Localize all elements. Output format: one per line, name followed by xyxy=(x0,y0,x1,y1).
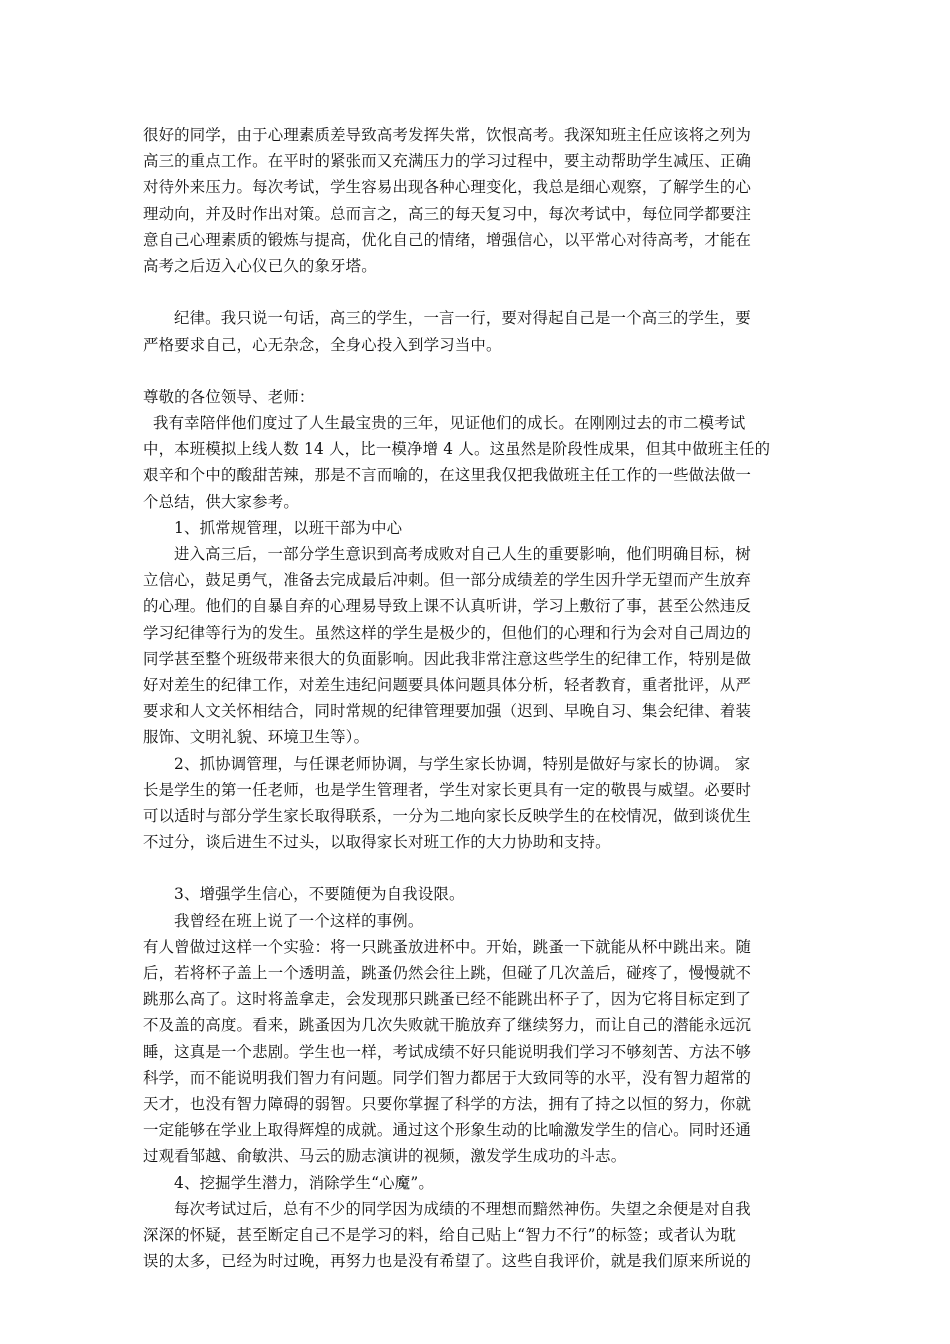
text-line: 要求和人文关怀相结合，同时常规的纪律管理要加强（迟到、早晚自习、集会纪律、着装 xyxy=(143,702,752,721)
text-line: 我曾经在班上说了一个这样的事例。 xyxy=(174,911,424,930)
text-line: 天才，也没有智力障碍的弱智。只要你掌握了科学的方法，拥有了持之以恒的努力，你就 xyxy=(143,1094,752,1113)
text-line: 一定能够在学业上取得辉煌的成就。通过这个形象生动的比喻激发学生的信心。同时还通 xyxy=(143,1121,752,1140)
text-line: 理动向，并及时作出对策。总而言之，高三的每天复习中，每次考试中，每位同学都要注 xyxy=(143,204,752,223)
text-line: 我有幸陪伴他们度过了人生最宝贵的三年，见证他们的成长。在刚刚过去的市二模考试 xyxy=(153,414,746,433)
text-line: 中，本班模拟上线人数 14 人，比一模净增 4 人。这虽然是阶段性成果，但其中做班主任的 xyxy=(143,440,771,459)
text-line: 可以适时与部分学生家长取得联系，一分为二地向家长反映学生的在校情况，做到谈优生 xyxy=(143,806,752,825)
paragraph-gap xyxy=(143,855,810,881)
text-line: 误的太多，已经为时过晚，再努力也是没有希望了。这些自我评价，就是我们原来所说的 xyxy=(143,1252,752,1271)
text-line: 1、抓常规管理，以班干部为中心 xyxy=(174,518,403,537)
text-line: 跳那么高了。这时将盖拿走，会发现那只跳蚤已经不能跳出杯子了，因为它将目标定到了 xyxy=(143,990,752,1009)
text-line: 的心理。他们的自暴自弃的心理易导致上课不认真听讲，学习上敷衍了事，甚至公然违反 xyxy=(143,597,752,616)
text-line: 学习纪律等行为的发生。虽然这样的学生是极少的，但他们的心理和行为会对自己周边的 xyxy=(143,623,752,642)
paragraph-gap xyxy=(143,279,810,305)
text-line: 立信心，鼓足勇气，准备去完成最后冲刺。但一部分成绩差的学生因升学无望而产生放弃 xyxy=(143,571,752,590)
text-line: 尊敬的各位领导、老师： xyxy=(143,387,315,406)
text-line: 有人曾做过这样一个实验：将一只跳蚤放进杯中。开始，跳蚤一下就能从杯中跳出来。随 xyxy=(143,937,752,956)
text-line: 进入高三后，一部分学生意识到高考成败对自己人生的重要影响，他们明确目标，树 xyxy=(174,545,751,563)
paragraph-gap xyxy=(143,358,810,384)
text-line: 高考之后迈入心仪已久的象牙塔。 xyxy=(143,256,377,275)
text-line: 很好的同学，由于心理素质差导致高考发挥失常，饮恨高考。我深知班主任应该将之列为 xyxy=(143,126,752,144)
text-line: 高三的重点工作。在平时的紧张而又充满压力的学习过程中，要主动帮助学生减压、正确 xyxy=(143,152,752,171)
text-line: 2、抓协调管理，与任课老师协调，与学生家长协调，特别是做好与家长的协调。 家 xyxy=(174,754,751,773)
text-line: 不及盖的高度。看来，跳蚤因为几次失败就干脆放弃了继续努力，而让自己的潜能永远沉 xyxy=(143,1016,752,1035)
text-line: 不过分，谈后进生不过头，以取得家长对班工作的大力协助和支持。 xyxy=(143,833,611,852)
text-line: 艰辛和个中的酸甜苦辣，那是不言而喻的，在这里我仅把我做班主任工作的一些做法做一 xyxy=(143,466,752,485)
text-line: 对待外来压力。每次考试，学生容易出现各种心理变化，我总是细心观察，了解学生的心 xyxy=(143,178,752,197)
text-line: 同学甚至整个班级带来很大的负面影响。因此我非常注意这些学生的纪律工作，特别是做 xyxy=(143,649,752,668)
text-line: 服饰、文明礼貌、环境卫生等）。 xyxy=(143,728,370,747)
text-line: 4、挖掘学生潜力，消除学生“心魔”。 xyxy=(174,1173,434,1192)
text-line: 科学，而不能说明我们智力有问题。同学们智力都居于大致同等的水平，没有智力超常的 xyxy=(143,1068,752,1087)
text-line: 深深的怀疑，甚至断定自己不是学习的料，给自己贴上“智力不行”的标签；或者认为耽 xyxy=(143,1225,736,1244)
text-line: 长是学生的第一任老师，也是学生管理者，学生对家长更具有一定的敬畏与威望。必要时 xyxy=(143,780,752,799)
document-page xyxy=(143,122,810,1274)
text-line: 意自己心理素质的锻炼与提高，优化自己的情绪，增强信心，以平常心对待高考，才能在 xyxy=(143,230,752,249)
text-line: 纪律。我只说一句话，高三的学生，一言一行，要对得起自己是一个高三的学生，要 xyxy=(174,309,751,328)
text-line: 严格要求自己，心无杂念，全身心投入到学习当中。 xyxy=(143,335,502,354)
text-line: 个总结，供大家参考。 xyxy=(143,492,299,511)
text-line: 睡，这真是一个悲剧。学生也一样，考试成绩不好只能说明我们学习不够刻苦、方法不够 xyxy=(143,1042,752,1061)
text-line: 过观看邹越、俞敏洪、马云的励志演讲的视频，激发学生成功的斗志。 xyxy=(143,1147,627,1166)
text-line: 后，若将杯子盖上一个透明盖，跳蚤仍然会往上跳，但碰了几次盖后，碰疼了，慢慢就不 xyxy=(143,964,752,982)
text-line: 好对差生的纪律工作，对差生违纪问题要具体问题具体分析，轻者教育，重者批评，从严 xyxy=(143,675,752,694)
text-line: 3、增强学生信心，不要随便为自我设限。 xyxy=(174,885,465,904)
text-line: 每次考试过后，总有不少的同学因为成绩的不理想而黯然神伤。失望之余便是对自我 xyxy=(174,1199,751,1218)
